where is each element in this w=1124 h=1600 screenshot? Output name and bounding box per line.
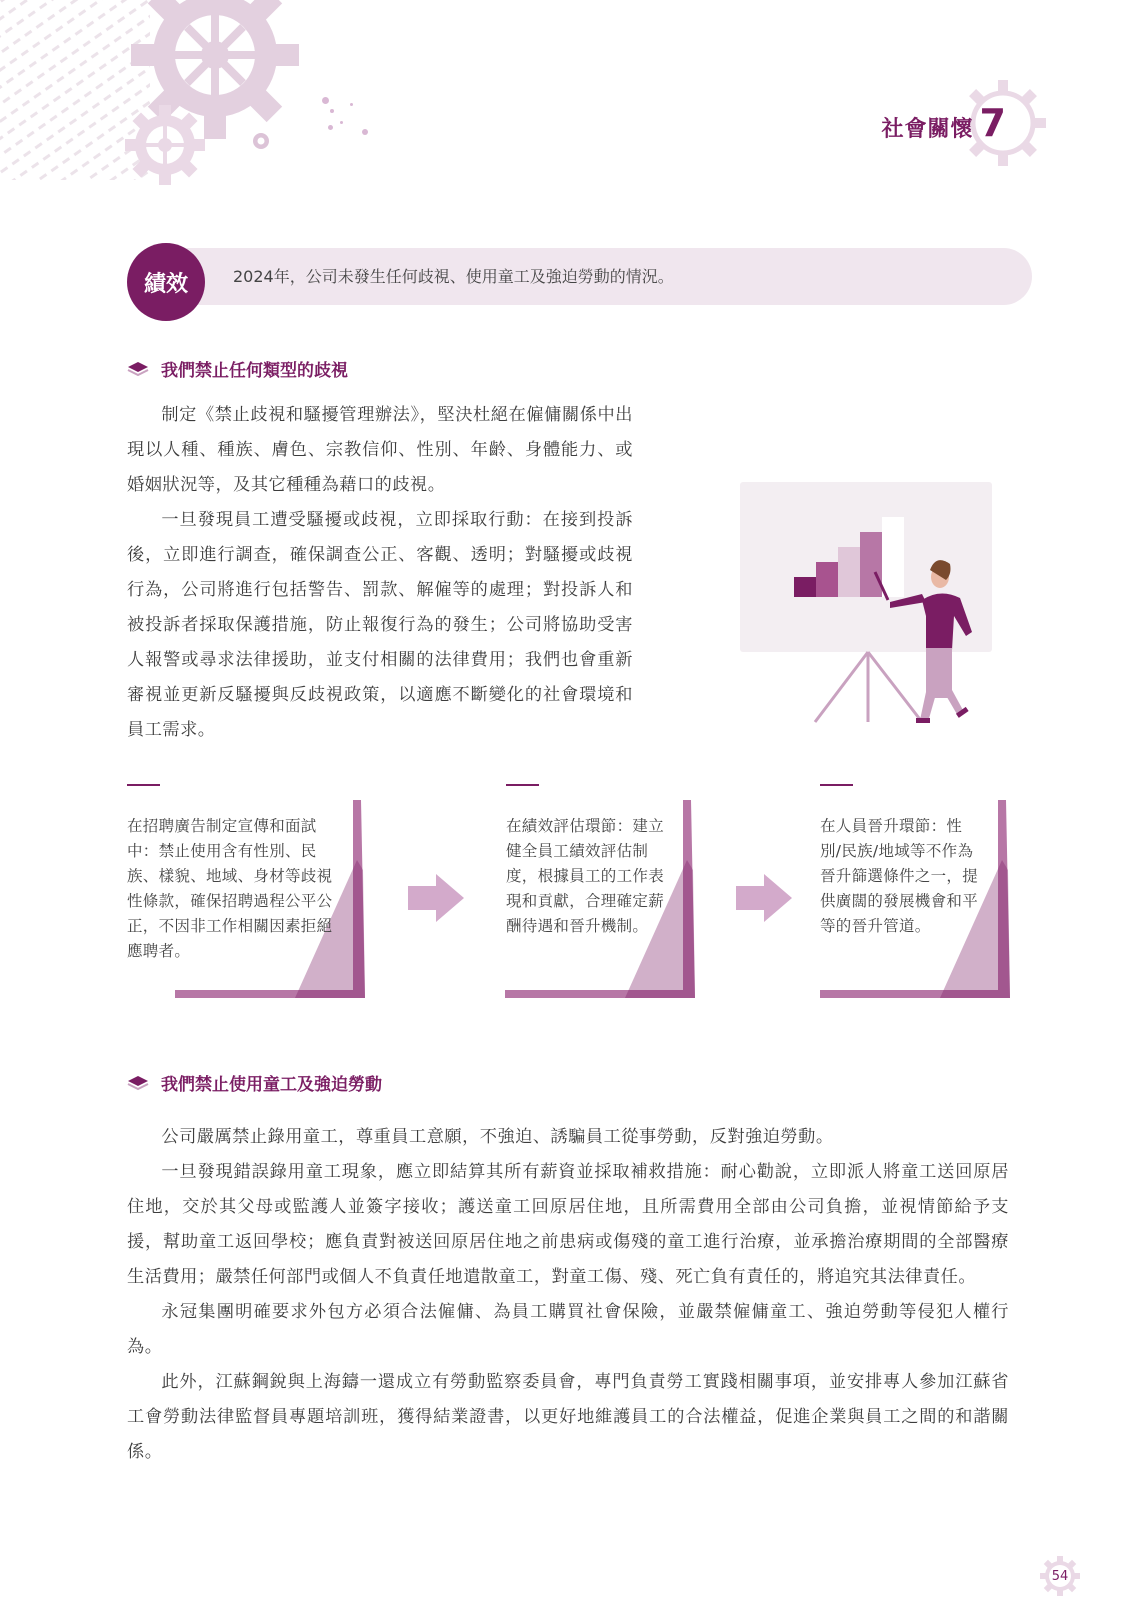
performance-text: 2024年，公司未發生任何歧視、使用童工及強迫勞動的情況。 bbox=[233, 267, 674, 286]
gear-icon bbox=[250, 130, 272, 152]
decorative-dots bbox=[300, 95, 380, 145]
performance-badge: 績效 bbox=[127, 243, 205, 321]
arrow-right-icon bbox=[408, 874, 464, 922]
paragraph: 一旦發現員工遭受騷擾或歧視，立即採取行動：在接到投訴後，立即進行調查，確保調查公正、客觀、透明；對騷擾或歧視行為，公司將進行包括警告、罰款、解僱等的處理；對投訴人和被投訴者採取保護措施，防止報復行為的發生；公司將協助受害人報警或尋求法律援助，並支付相關的法律費用；我們也會重新審視並更新反騷擾與反歧視政策，以適應不斷變化的社會環境和員工需求。 bbox=[127, 510, 633, 740]
page-number-badge bbox=[1040, 1556, 1080, 1596]
paragraph: 此外，江蘇鋼銳與上海鑄一還成立有勞動監察委員會，專門負責勞工實踐相關事項，並安排專人參加江蘇省工會勞動法律監督員專題培訓班，獲得結業證書，以更好地維護員工的合法權益，促進企業與員工之間的和諧關係。 bbox=[127, 1372, 1009, 1462]
section-title: 我們禁止任何類型的歧視 bbox=[161, 361, 348, 381]
chapter-number: 7 bbox=[979, 101, 1006, 145]
process-box-3: 在人員晉升環節：性別/民族/地域等不作為晉升篩選條件之一，提供廣闊的發展機會和平等的晉升管道。 bbox=[820, 817, 979, 935]
paragraph: 制定《禁止歧視和騷擾管理辦法》，堅決杜絕在僱傭關係中出現以人種、種族、膚色、宗教信仰、性別、年齡、身體能力、或婚姻狀況等，及其它種種為藉口的歧視。 bbox=[127, 405, 633, 495]
page-number: 54 bbox=[1051, 1568, 1069, 1584]
section-heading-discrimination bbox=[127, 356, 348, 381]
gear-icon bbox=[125, 105, 205, 185]
process-box-2: 在績效評估環節：建立健全員工績效評估制度，根據員工的工作表現和貢獻，合理確定薪酬待遇和晉升機制。 bbox=[506, 817, 665, 935]
arrow-right-icon bbox=[736, 874, 792, 922]
layers-icon bbox=[127, 1075, 149, 1091]
chapter-title: 社會關懷 bbox=[881, 117, 974, 142]
section-title: 我們禁止使用童工及強迫勞動 bbox=[161, 1075, 382, 1095]
chapter-heading bbox=[881, 101, 1006, 145]
presentation-illustration bbox=[740, 482, 1000, 732]
box-accent-line bbox=[127, 784, 160, 786]
paragraph: 一旦發現錯誤錄用童工現象，應立即結算其所有薪資並採取補救措施：耐心勸說，立即派人將童工送回原居住地，交於其父母或監護人並簽字接收；護送童工回原居住地，且所需費用全部由公司負擔，並視情節給予支援，幫助童工返回學校；應負責對被送回原居住地之前患病或傷殘的童工進行治療，並承擔治療期間的全部醫療生活費用；嚴禁任何部門或個人不負責任地遣散童工，對童工傷、殘、死亡負有責任的，將追究其法律責任。 bbox=[127, 1162, 1009, 1287]
box-accent-line bbox=[820, 784, 853, 786]
section2-body bbox=[127, 1120, 1009, 1470]
paragraph: 公司嚴厲禁止錄用童工，尊重員工意願，不強迫、誘騙員工從事勞動，反對強迫勞動。 bbox=[161, 1127, 834, 1147]
process-box-1: 在招聘廣告制定宣傳和面試中：禁止使用含有性別、民族、樣貌、地域、身材等歧視性條款，確保招聘過程公平公正，不因非工作相關因素拒絕應聘者。 bbox=[127, 817, 333, 960]
box-accent-line bbox=[506, 784, 539, 786]
paragraph: 永冠集團明確要求外包方必須合法僱傭、為員工購買社會保險，並嚴禁僱傭童工、強迫勞動等侵犯人權行為。 bbox=[127, 1302, 1009, 1357]
section1-body bbox=[127, 398, 633, 748]
layers-icon bbox=[127, 361, 149, 377]
section-heading-child-labour bbox=[127, 1070, 382, 1095]
